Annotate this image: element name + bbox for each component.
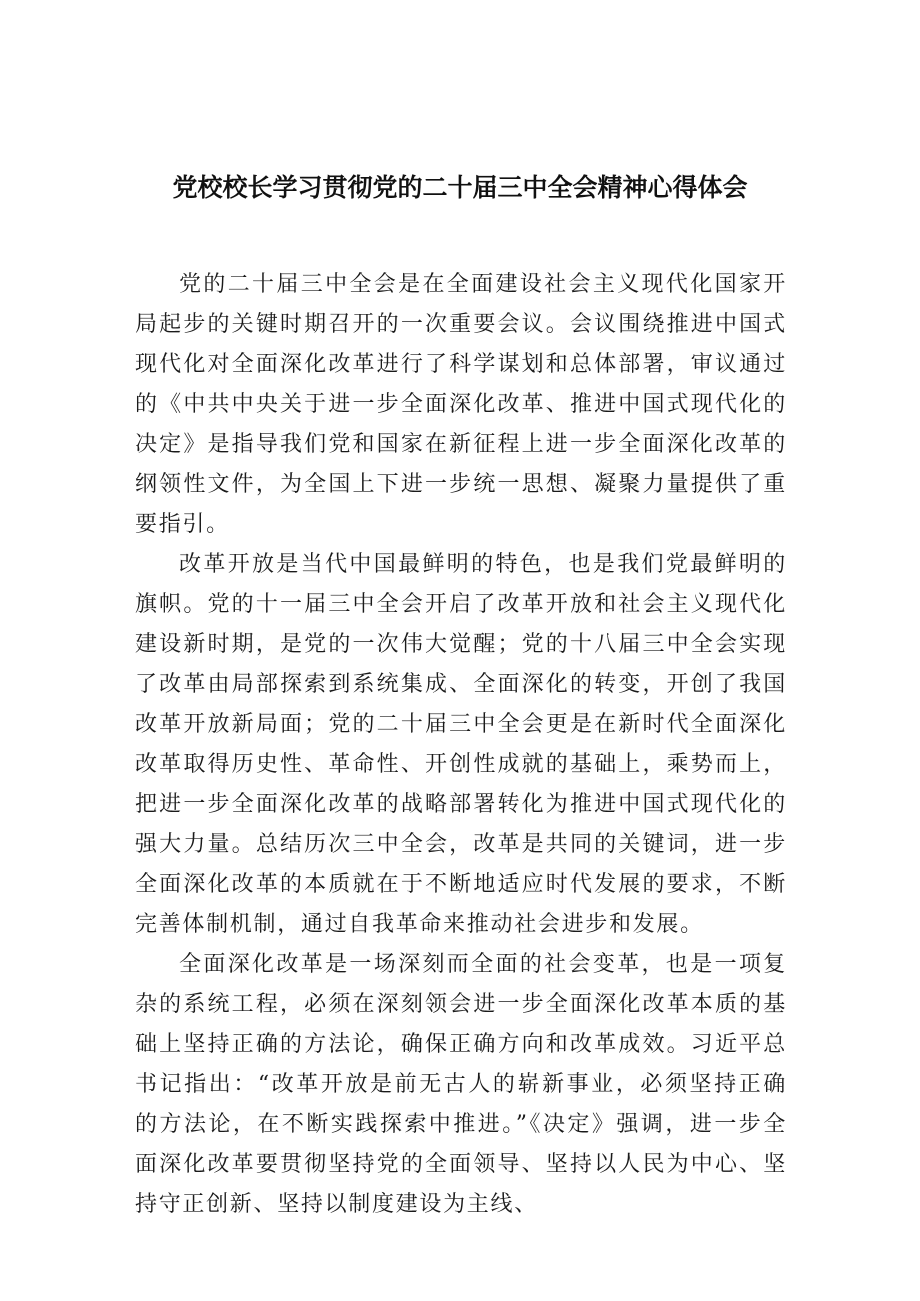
paragraph-1: 党的二十届三中全会是在全面建设社会主义现代化国家开局起步的关键时期召开的一次重要会议。会议围绕推进中国式现代化对全面深化改革进行了科学谋划和总体部署，审议通过的《中共中央关于进一步全面深化改革、推进中国式现代化的决定》是指导我们党和国家在新征程上进一步全面深化改革的纲领性文件，为全国上下进一步统一思想、凝聚力量提供了重要指引。 xyxy=(135,272,787,537)
paragraph-2: 改革开放是当代中国最鲜明的特色，也是我们党最鲜明的旗帜。党的十一届三中全会开启了改革开放和社会主义现代化建设新时期，是党的一次伟大觉醒；党的十八届三中全会实现了改革由局部探索到系统集成、全面深化的转变，开创了我国改革开放新局面；党的二十届三中全会更是在新时代全面深化改革取得历史性、革命性、开创性成就的基础上，乘势而上，把进一步全面深化改革的战略部署转化为推进中国式现代化的强大力量。总结历次三中全会，改革是共同的关键词，进一步全面深化改革的本质就在于不断地适应时代发展的要求，不断完善体制机制，通过自我革命来推动社会进步和发展。 xyxy=(135,552,787,937)
document-title: 党校校长学习贯彻党的二十届三中全会精神心得体会 xyxy=(172,173,748,202)
paragraph-3: 全面深化改革是一场深刻而全面的社会变革，也是一项复杂的系统工程，必须在深刻领会进一步全面深化改革本质的基础上坚持正确的方法论，确保正确方向和改革成效。习近平总书记指出：“改革开放是前无古人的崭新事业，必须坚持正确的方法论，在不断实践探索中推进。”《决定》强调，进一步全面深化改革要贯彻坚持党的全面领导、坚持以人民为中心、坚持守正创新、坚持以制度建设为主线、 xyxy=(135,952,787,1217)
document-body xyxy=(135,265,787,1225)
